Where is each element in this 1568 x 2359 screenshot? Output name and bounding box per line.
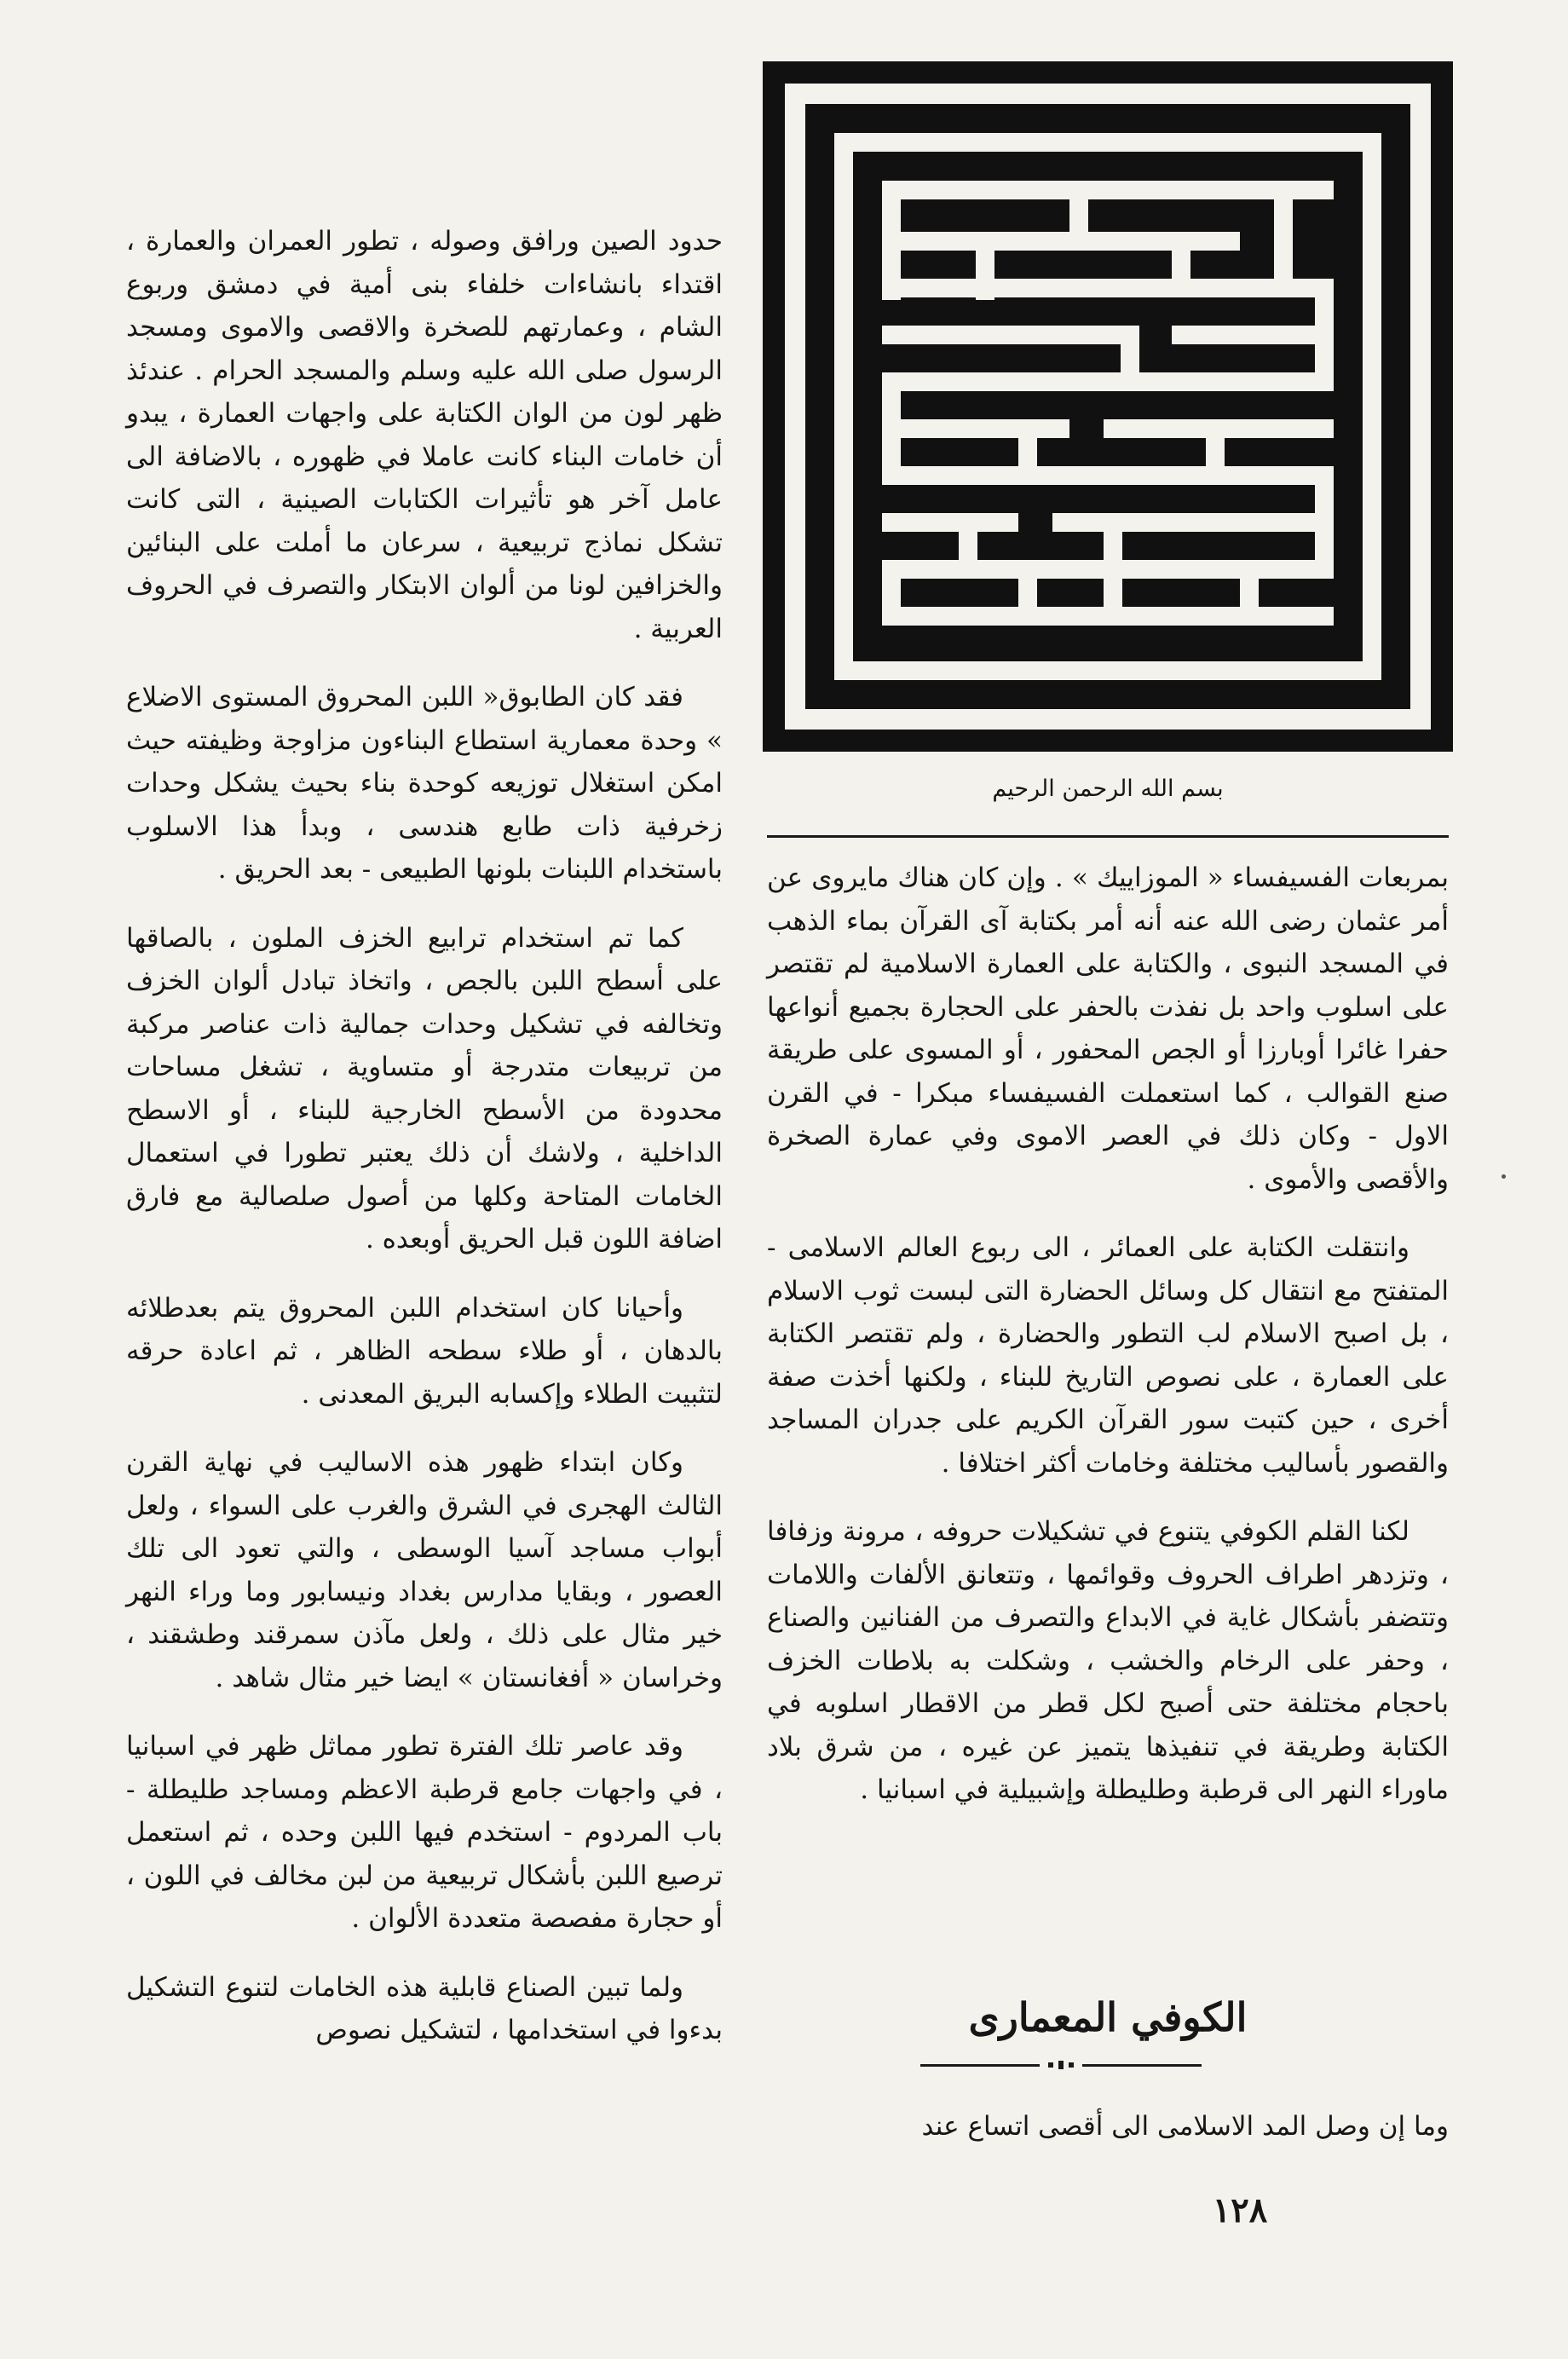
- left-column: [126, 220, 723, 2078]
- right-paragraph-4: وما إن وصل المد الاسلامى الى أقصى اتساع عند: [921, 2111, 1449, 2142]
- caption-divider: [767, 835, 1449, 838]
- left-paragraph-1: حدود الصين ورافق وصوله ، تطور العمران والعمارة ، اقتداء بانشاءات خلفاء بنى أمية في دمشق وربوع الشام ، وعمارتهم للصخرة والاقصى والاموى ومسجد الرسول صلى الله عليه وسلم والمسجد الحرام . عندئذ ظهر لون من الوان الكتابة على واجهات العمارة ، يبدو أن خامات البناء كانت عاملا في ظهوره ، بالاضافة الى عامل آخر هو تأثيرات الكتابات الصينية ، التى كانت تشكل نماذج تربيعية ، سرعان ما أملت على البنائين والخزافين لونا من ألوان الابتكار والتصرف في الحروف العربية .: [126, 226, 723, 644]
- left-paragraph-2: فقد كان الطابوق« اللبن المحروق المستوى الاضلاع » وحدة معمارية استطاع البناءون مزاوجة وظيفته حيث امكن استغلال توزيعه كوحدة بناء بحيث يشكل وحدات زخرفية ذات طابع هندسى ، وبدأ هذا الاسلوب باستخدام اللبنات بلونها الطبيعى - بعد الحريق .: [126, 682, 723, 885]
- right-paragraph-3: لكنا القلم الكوفي يتنوع في تشكيلات حروفه ، مرونة وزفافا ، وتزدهر اطراف الحروف وقوائمها ، وتتعانق الألفات واللامات وتتضفر بأشكال غاية في الابداع والتصرف من الفنانين والصناع ، وحفر على الرخام والخشب ، وشكلت به بلاطات الخزف باحجام مختلفة حتى أصبح لكل قطر من الاقطار اسلوبه في الكتابة وطريقة في تنفيذها يتميز عن غيره ، من شرق بلاد ماوراء النهر الى قرطبة وطليطلة وإشبيلية في اسبانيا .: [767, 1516, 1449, 1805]
- right-paragraph-1: بمربعات الفسيفساء « الموزاييك » . وإن كان هناك مايروى عن أمر عثمان رضى الله عنه أنه أمر بكتابة آى القرآن بماء الذهب في المسجد النبوى ، والكتابة على العمارة الاسلامية لم تقتصر على اسلوب واحد بل نفذت بالحفر على الحجارة بجميع أنواعها حفرا غائرا أوبارزا أو الجص المحفور ، أو المسوى على طريقة صنع القوالب ، كما استعملت الفسيفساء مبكرا - في القرن الاول - وكان ذلك في العصر الاموى وفي عمارة الصخرة والأقصى والأموى .: [767, 862, 1449, 1195]
- left-paragraph-6: وقد عاصر تلك الفترة تطور مماثل ظهر في اسبانيا ، في واجهات جامع قرطبة الاعظم ومساجد طليطلة - باب المردوم - استخدم فيها اللبن وحده ، ثم استعمل ترصيع اللبن بأشكال تربيعية من لبن مخالف في اللون ، أو حجارة مفصصة متعددة الألوان .: [126, 1731, 723, 1934]
- section-heading: الكوفي المعمارى: [968, 1994, 1248, 2040]
- right-column-bottom: [767, 2105, 1449, 2174]
- left-paragraph-4: وأحيانا كان استخدام اللبن المحروق يتم بعدطلائه بالدهان ، أو طلاء سطحه الظاهر ، ثم اعادة حرقه لتثبيت الطلاء وإكسابه البريق المعدنى .: [126, 1292, 723, 1410]
- image-caption: بسم الله الرحمن الرحيم: [992, 776, 1224, 802]
- right-paragraph-2: وانتقلت الكتابة على العمائر ، الى ربوع العالم الاسلامى - المتفتح مع انتقال كل وسائل الحضارة التى لبست ثوب الاسلام ، بل اصبح الاسلام لب التطور والحضارة ، ولم تقتصر الكتابة على العمارة ، على نصوص التاريخ للبناء ، ولكنها أخذت صفة أخرى ، حين كتبت سور القرآن الكريم على جدران المساجد والقصور بأساليب مختلفة وخامات أكثر اختلافا .: [767, 1232, 1449, 1479]
- left-paragraph-3: كما تم استخدام ترابيع الخزف الملون ، بالصاقها على أسطح اللبن بالجص ، واتخاذ تبادل ألوان الخزف وتخالفه في تشكيل وحدات جمالية ذات عناصر مركبة من تربيعات متدرجة أو متساوية ، تشغل مساحات محدودة من الأسطح الخارجية للبناء ، أو الاسطح الداخلية ، ولاشك أن ذلك يعتبر تطورا في استعمال الخامات المتاحة وكلها من أصول صلصالية مع فارق اضافة اللون قبل الحريق أوبعده .: [126, 922, 723, 1254]
- stray-mark: [1502, 1174, 1506, 1179]
- square-kufic-basmala-image: [763, 61, 1453, 752]
- kufic-basmala-drawing: [763, 61, 1453, 752]
- right-column-top: [767, 857, 1449, 1837]
- left-paragraph-7: ولما تبين الصناع قابلية هذه الخامات لتنوع التشكيل بدءوا في استخدامها ، لتشكيل نصوص: [126, 1971, 723, 2045]
- page-number: ١٢٨: [1212, 2190, 1268, 2230]
- left-paragraph-5: وكان ابتداء ظهور هذه الاساليب في نهاية القرن الثالث الهجرى في الشرق والغرب على السواء ، ولعل أبواب مساجد آسيا الوسطى ، والتي تعود الى تلك العصور ، وبقايا مدارس بغداد ونيسابور وما وراء النهر خير مثال على ذلك ، ولعل مآذن سمرقند وطشقند ، وخراسان « أفغانستان » ايضا خير مثال شاهد .: [126, 1447, 723, 1693]
- heading-ornament-rule: [920, 2057, 1202, 2074]
